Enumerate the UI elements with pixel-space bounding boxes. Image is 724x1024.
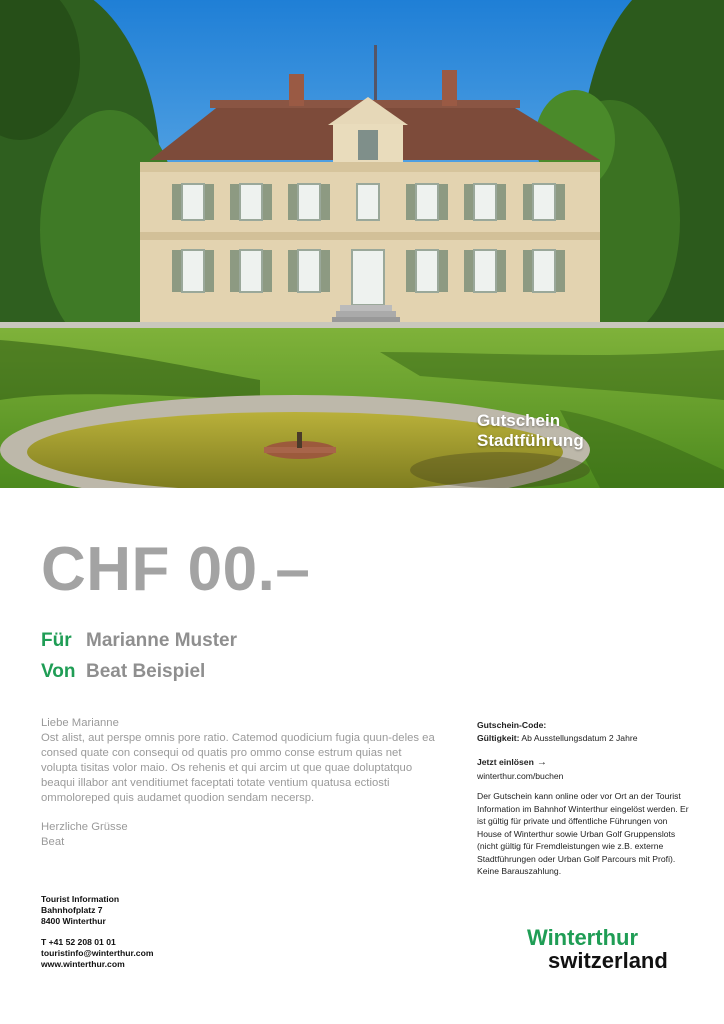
validity-label: Gültigkeit: (477, 732, 520, 743)
winterthur-logo (527, 926, 687, 972)
contact-name: Tourist Information (41, 894, 120, 904)
contact-street: Bahnhofplatz 7 (41, 905, 103, 915)
contact-city: 8400 Winterthur (41, 916, 106, 926)
redeem-label[interactable]: Jetzt einlösen (477, 757, 534, 767)
voucher-info (477, 719, 692, 878)
recipient-name: Marianne Muster (86, 630, 237, 651)
contact-phone[interactable]: T +41 52 208 01 01 (41, 937, 116, 947)
hero-image (0, 0, 724, 488)
contact-email[interactable]: touristinfo@winterthur.com (41, 948, 154, 958)
recipient-row (41, 630, 237, 652)
voucher-title-line1: Gutschein (477, 411, 561, 430)
logo-line2: switzerland (548, 948, 668, 973)
sender-row (41, 661, 205, 683)
voucher-terms: Der Gutschein kann online oder vor Ort an der Tourist Information im Bahnhof Winterthur eingelöst werden. Er ist gültig für private und öffentliche Führungen von House of Winterthur sowie Urban Golf Gruppenslots (nicht gültig für Fremdleistungen wie z.B. externe Stadtführungen oder Urban Golf Parcours mit Profi). Keine Barauszahlung. (477, 791, 689, 876)
villa-photo (0, 0, 724, 488)
validity-row (477, 732, 692, 745)
voucher-amount: CHF 00.– (41, 535, 311, 604)
message-closing: Herzliche Grüsse (41, 821, 128, 833)
voucher-title (477, 411, 584, 451)
arrow-right-icon: → (536, 757, 547, 768)
message-body: Ost alist, aut perspe omnis pore ratio. Catemod quodicium fugia quun-deles ea consed quate con consequi od quatis pro ommo conse estrum quias net volupta tisitas volor maio. Os rehenis et qui arcim ut que quae doluptatquo beaqui illabor ant venditiumet faceptati totate ventium quatusa ectiosti ommoloreped quis audamet quodion sendam necersp. (41, 732, 435, 804)
sender-label: Von (41, 661, 76, 682)
message-signature: Beat (41, 836, 65, 848)
validity-value: Ab Ausstellungsdatum 2 Jahre (521, 732, 638, 743)
personal-message (41, 716, 441, 850)
voucher-title-line2: Stadtführung (477, 431, 584, 450)
contact-block (41, 894, 153, 970)
contact-website[interactable]: www.winterthur.com (41, 959, 125, 969)
logo-line1: Winterthur (527, 925, 639, 950)
recipient-label: Für (41, 630, 72, 651)
redeem-row[interactable] (477, 756, 692, 770)
redeem-link[interactable]: winterthur.com/buchen (477, 770, 564, 781)
sender-name: Beat Beispiel (86, 661, 206, 682)
message-greeting: Liebe Marianne (41, 717, 119, 729)
voucher-code-label: Gutschein-Code: (477, 720, 547, 730)
